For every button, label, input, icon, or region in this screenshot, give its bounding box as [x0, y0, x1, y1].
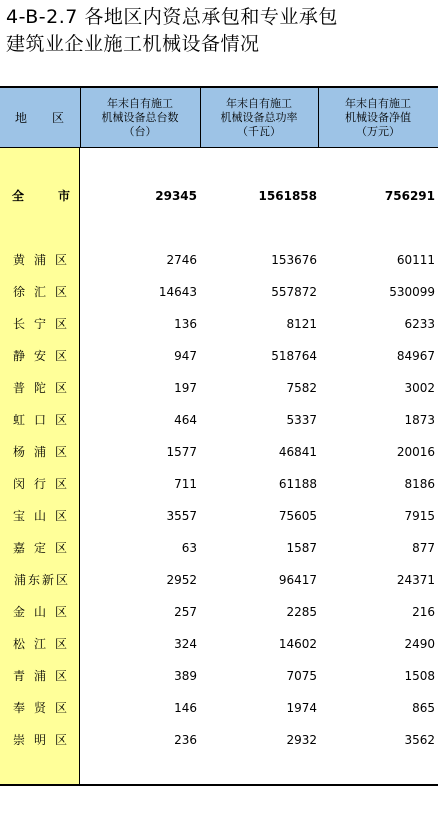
- district-char: 贤: [33, 701, 46, 715]
- table-row: [0, 276, 438, 308]
- table-row: [0, 244, 438, 276]
- row-equipment-value: 2490: [404, 637, 435, 651]
- header-line: 机械设备总台数: [101, 110, 179, 124]
- district-char: 区: [54, 509, 67, 523]
- table-row: [0, 404, 438, 436]
- row-equipment-value: 20016: [396, 445, 435, 459]
- row-equipment-value: 60111: [396, 253, 435, 267]
- row-equipment-value: 8186: [404, 477, 435, 491]
- row-equipment-power: 7582: [286, 381, 317, 395]
- district-char: 奉: [13, 701, 26, 715]
- district-char: 明: [33, 733, 46, 747]
- district-char: 徐: [13, 285, 26, 299]
- row-district: [13, 628, 67, 660]
- district-char: 区: [54, 733, 67, 747]
- row-equipment-count: 389: [174, 669, 197, 683]
- table-bottom-rule: [0, 784, 438, 786]
- table-row: [0, 660, 438, 692]
- district-char: 区: [54, 317, 67, 331]
- header-unit: （万元）: [356, 124, 400, 138]
- district-char: 浦: [33, 253, 46, 267]
- row-district: [13, 532, 67, 564]
- row-equipment-count: 29345: [155, 189, 197, 203]
- row-equipment-value: 865: [412, 701, 435, 715]
- district-char: 浦: [14, 573, 27, 587]
- district-char: 区: [54, 445, 67, 459]
- district-char: 新: [41, 573, 54, 587]
- district-char: 定: [33, 541, 46, 555]
- row-equipment-power: 96417: [278, 573, 317, 587]
- header-divider: [80, 88, 81, 147]
- district-char: 宁: [33, 317, 46, 331]
- row-equipment-count: 711: [174, 477, 197, 491]
- district-char: 黄: [13, 253, 26, 267]
- row-equipment-power: 557872: [271, 285, 317, 299]
- row-equipment-power: 46841: [278, 445, 317, 459]
- district-char: 陀: [33, 381, 46, 395]
- district-char: 杨: [13, 445, 26, 459]
- row-district: [13, 468, 67, 500]
- district-char: 松: [13, 637, 26, 651]
- row-equipment-power: 75605: [278, 509, 317, 523]
- row-equipment-value: 3002: [404, 381, 435, 395]
- row-district: [13, 724, 67, 756]
- district-char: 浦: [33, 669, 46, 683]
- district-char: 青: [13, 669, 26, 683]
- table-row: [0, 340, 438, 372]
- header-line: 年末自有施工: [226, 96, 292, 110]
- row-district: [14, 564, 68, 596]
- row-equipment-value: 216: [412, 605, 435, 619]
- row-district: [13, 372, 67, 404]
- table-row: [0, 468, 438, 500]
- row-equipment-count: 464: [174, 413, 197, 427]
- table-top-rule: [0, 86, 438, 88]
- row-district: [13, 596, 67, 628]
- row-equipment-count: 324: [174, 637, 197, 651]
- district-char: 山: [33, 509, 46, 523]
- row-district: [13, 404, 67, 436]
- district-char: 区: [54, 541, 67, 555]
- table-row: [0, 436, 438, 468]
- district-char: 静: [13, 349, 26, 363]
- header-line: 机械设备净值: [345, 110, 411, 124]
- row-equipment-power: 153676: [271, 253, 317, 267]
- district-char: 区: [54, 253, 67, 267]
- row-district: [13, 244, 67, 276]
- table-row: [0, 724, 438, 756]
- district-char: 虹: [13, 413, 26, 427]
- row-equipment-power: 7075: [286, 669, 317, 683]
- district-char: 全: [12, 189, 25, 203]
- district-char: 汇: [33, 285, 46, 299]
- row-equipment-count: 2952: [166, 573, 197, 587]
- row-district: [13, 276, 67, 308]
- row-equipment-power: 1974: [286, 701, 317, 715]
- district-char: 山: [33, 605, 46, 619]
- row-equipment-power: 2932: [286, 733, 317, 747]
- header-district-char: 区: [51, 110, 65, 125]
- district-char: 嘉: [13, 541, 26, 555]
- row-equipment-value: 1508: [404, 669, 435, 683]
- district-char: 区: [54, 637, 67, 651]
- header-district: [0, 88, 80, 147]
- header-line: 年末自有施工: [107, 96, 173, 110]
- row-equipment-power: 1561858: [258, 189, 317, 203]
- row-equipment-power: 518764: [271, 349, 317, 363]
- district-char: 区: [54, 605, 67, 619]
- row-equipment-value: 6233: [404, 317, 435, 331]
- table-row-total: [0, 180, 438, 212]
- row-equipment-power: 8121: [286, 317, 317, 331]
- header-equipment-value: [318, 88, 438, 147]
- table-title-line-1: 4-B-2.7 各地区内资总承包和专业承包: [6, 6, 338, 28]
- row-equipment-value: 1873: [404, 413, 435, 427]
- table-row: [0, 564, 438, 596]
- row-district: [13, 692, 67, 724]
- row-district: [13, 660, 67, 692]
- district-char: 闵: [13, 477, 26, 491]
- district-char: 浦: [33, 445, 46, 459]
- header-equipment-power: [200, 88, 318, 147]
- district-char: 东: [27, 573, 40, 587]
- table-row: [0, 532, 438, 564]
- row-equipment-power: 2285: [286, 605, 317, 619]
- row-equipment-count: 3557: [166, 509, 197, 523]
- district-char: 崇: [13, 733, 26, 747]
- district-char: 区: [54, 285, 67, 299]
- district-char: 区: [54, 669, 67, 683]
- header-unit: （台）: [123, 124, 157, 138]
- table-row: [0, 596, 438, 628]
- row-equipment-count: 2746: [166, 253, 197, 267]
- row-equipment-count: 257: [174, 605, 197, 619]
- row-district: [13, 340, 67, 372]
- table-row: [0, 500, 438, 532]
- header-unit: （千瓦）: [237, 124, 281, 138]
- district-char: 区: [54, 701, 67, 715]
- district-char: 市: [57, 189, 70, 203]
- district-char: 区: [54, 413, 67, 427]
- row-equipment-value: 7915: [404, 509, 435, 523]
- table-title-line-2: 建筑业企业施工机械设备情况: [6, 33, 260, 55]
- row-equipment-value: 530099: [389, 285, 435, 299]
- row-equipment-count: 236: [174, 733, 197, 747]
- row-district: [12, 180, 70, 212]
- district-char: 区: [54, 381, 67, 395]
- district-char: 行: [33, 477, 46, 491]
- row-equipment-count: 146: [174, 701, 197, 715]
- district-char: 口: [33, 413, 46, 427]
- row-equipment-power: 1587: [286, 541, 317, 555]
- row-equipment-count: 197: [174, 381, 197, 395]
- row-equipment-value: 756291: [384, 189, 435, 203]
- row-equipment-value: 84967: [396, 349, 435, 363]
- district-char: 区: [54, 477, 67, 491]
- district-char: 区: [54, 349, 67, 363]
- row-equipment-value: 3562: [404, 733, 435, 747]
- row-district: [13, 308, 67, 340]
- district-char: 长: [13, 317, 26, 331]
- table-row: [0, 372, 438, 404]
- district-char: 安: [33, 349, 46, 363]
- statistics-table: [0, 86, 438, 786]
- header-district-char: 地: [15, 110, 29, 125]
- district-char: 区: [55, 573, 68, 587]
- header-divider: [318, 88, 319, 147]
- table-row: [0, 308, 438, 340]
- row-district: [13, 436, 67, 468]
- header-divider: [200, 88, 201, 147]
- header-line: 机械设备总功率: [220, 110, 298, 124]
- table-row: [0, 692, 438, 724]
- row-equipment-value: 24371: [396, 573, 435, 587]
- district-char: 宝: [13, 509, 26, 523]
- row-equipment-value: 877: [412, 541, 435, 555]
- row-district: [13, 500, 67, 532]
- header-equipment-count: [80, 88, 200, 147]
- row-equipment-count: 1577: [166, 445, 197, 459]
- district-char: 金: [13, 605, 26, 619]
- row-equipment-power: 14602: [278, 637, 317, 651]
- row-equipment-count: 136: [174, 317, 197, 331]
- row-equipment-power: 61188: [278, 477, 317, 491]
- district-char: 普: [13, 381, 26, 395]
- row-equipment-count: 14643: [158, 285, 197, 299]
- row-equipment-count: 947: [174, 349, 197, 363]
- row-equipment-power: 5337: [286, 413, 317, 427]
- district-char: 江: [33, 637, 46, 651]
- row-equipment-count: 63: [181, 541, 197, 555]
- table-row: [0, 628, 438, 660]
- header-line: 年末自有施工: [345, 96, 411, 110]
- table-header: [0, 88, 438, 147]
